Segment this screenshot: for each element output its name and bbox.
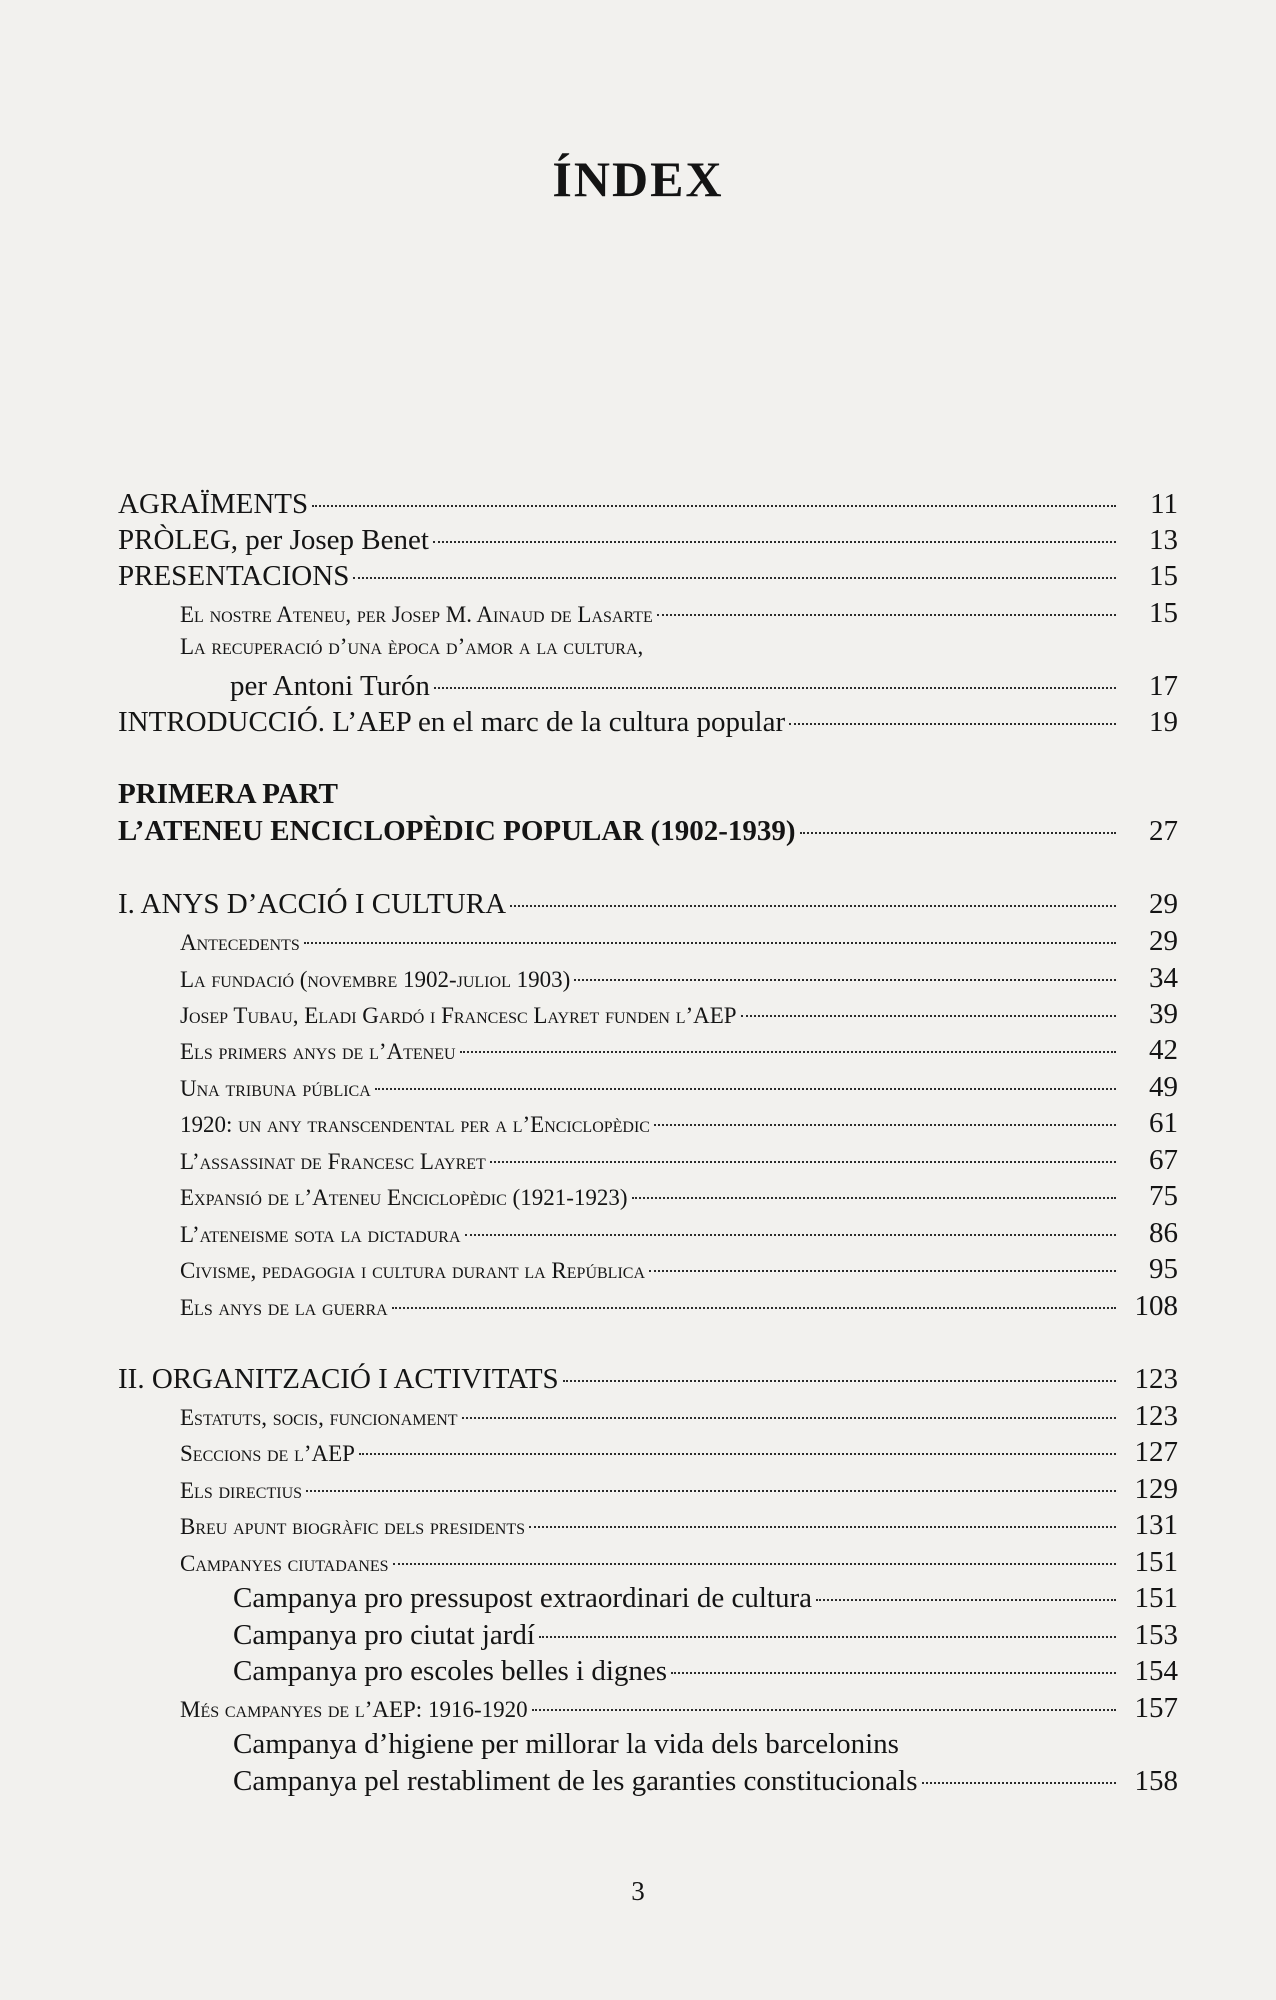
toc-entry-title: PRÒLEG, per Josep Benet [118, 524, 429, 556]
toc-entry [118, 888, 1178, 924]
toc-entry-title: Campanya d’higiene per millorar la vida dels barcelonins [233, 1728, 899, 1760]
toc-entry [118, 1400, 1178, 1436]
dot-leader [462, 1417, 1116, 1419]
toc-entry-page: 157 [1134, 1692, 1178, 1724]
dot-leader [465, 1234, 1117, 1236]
dot-leader [649, 1270, 1116, 1272]
toc-entry-title: AGRAÏMENTS [118, 488, 309, 520]
dot-leader [532, 1709, 1116, 1711]
toc-entry-page: 158 [1134, 1765, 1178, 1797]
toc-entry-page: 17 [1149, 670, 1178, 702]
toc-entry [118, 670, 1178, 706]
toc-entry-page: 154 [1134, 1655, 1178, 1687]
dot-leader [741, 1015, 1116, 1017]
toc-entry-title: Estatuts, socis, funcionament [180, 1405, 458, 1430]
toc-entry [118, 925, 1178, 961]
toc-entry [118, 1034, 1178, 1070]
toc-entry-page: 151 [1134, 1582, 1178, 1614]
toc-entry [118, 998, 1178, 1034]
toc-entry-title: Els primers anys de l’Ateneu [180, 1039, 456, 1064]
toc-entry [118, 1180, 1178, 1216]
toc-entry [118, 1509, 1178, 1545]
toc-entry-title: Expansió de l’Ateneu Enciclopèdic (1921-1923) [180, 1185, 628, 1210]
toc-entry-title: Campanyes ciutadanes [180, 1551, 389, 1576]
toc-entry-title: Campanya pro escoles belles i dignes [233, 1655, 668, 1687]
toc-entry-title: PRIMERA PART [118, 778, 338, 810]
toc-entry-title: Més campanyes de l’AEP: 1916-1920 [180, 1697, 528, 1722]
toc-entry-title: Campanya pel restabliment de les garanties constitucionals [233, 1765, 918, 1797]
toc-entry-page: 49 [1149, 1071, 1178, 1103]
toc-entry [118, 1144, 1178, 1180]
toc-entry-title: L’assassinat de Francesc Layret [180, 1149, 486, 1174]
dot-leader [359, 1453, 1116, 1455]
toc-entry-title: Campanya pro pressupost extraordinari de cultura [233, 1582, 813, 1614]
toc-entry [118, 1728, 1178, 1764]
toc-entry [118, 962, 1178, 998]
toc-entry-page: 129 [1134, 1473, 1178, 1505]
toc-entry-page: 11 [1150, 488, 1178, 520]
dot-leader [393, 1563, 1116, 1565]
dot-leader [312, 505, 1116, 507]
toc-entry-page: 123 [1134, 1363, 1178, 1395]
toc-entry-page: 15 [1149, 560, 1178, 592]
toc-entry-page: 127 [1134, 1436, 1178, 1468]
dot-leader [353, 577, 1116, 579]
toc-entry-title: I. ANYS D’ACCIÓ I CULTURA [118, 888, 507, 920]
dot-leader [510, 905, 1116, 907]
toc-entry [118, 1692, 1178, 1728]
toc-entry [118, 1290, 1178, 1326]
toc-entry [118, 1436, 1178, 1472]
toc-entry-title: Els anys de la guerra [180, 1295, 388, 1320]
toc-entry [118, 1107, 1178, 1143]
dot-leader [632, 1197, 1116, 1199]
toc-entry-title: La recuperació d’una època d’amor a la cultura, [180, 634, 644, 659]
dot-leader [460, 1051, 1116, 1053]
toc-entry-page: 29 [1149, 888, 1178, 920]
dot-leader [375, 1088, 1116, 1090]
toc-entry [118, 1363, 1178, 1399]
toc-entry-page: 123 [1134, 1400, 1178, 1432]
toc-entry [118, 488, 1178, 524]
dot-leader [816, 1599, 1116, 1601]
toc-entry-title: PRESENTACIONS [118, 560, 350, 592]
toc-entry-title: 1920: un any transcendental per a l’Enciclopèdic [180, 1112, 650, 1137]
toc-entry [118, 560, 1178, 596]
toc-entry [118, 597, 1178, 633]
toc-entry [118, 706, 1178, 742]
dot-leader [789, 723, 1116, 725]
toc-entry-page: 108 [1134, 1290, 1178, 1322]
dot-leader [392, 1307, 1116, 1309]
toc-entry-title: Seccions de l’AEP [180, 1441, 355, 1466]
toc-entry-page: 19 [1149, 706, 1178, 738]
index-title: ÍNDEX [552, 151, 724, 207]
toc-entry [118, 778, 1178, 814]
toc-entry-title: Breu apunt biogràfic dels presidents [180, 1514, 526, 1539]
toc-entry-title: per Antoni Turón [230, 670, 430, 702]
toc-entry [118, 815, 1178, 851]
toc-entry-page: 13 [1149, 524, 1178, 556]
toc-entry-page: 131 [1134, 1509, 1178, 1541]
toc-entry-title: L’ateneisme sota la dictadura [180, 1222, 461, 1247]
toc-entry [118, 1546, 1178, 1582]
toc-entry [118, 1765, 1178, 1801]
toc-entry-title: II. ORGANITZACIÓ I ACTIVITATS [118, 1363, 559, 1395]
toc-entry [118, 524, 1178, 560]
toc-entry-page: 75 [1149, 1180, 1178, 1212]
toc-entry-title: Campanya pro ciutat jardí [233, 1619, 535, 1651]
dot-leader [490, 1161, 1116, 1163]
toc-entry-page: 29 [1149, 925, 1178, 957]
toc-entry-title: INTRODUCCIÓ. L’AEP en el marc de la cultura popular [118, 706, 786, 738]
toc-entry [118, 634, 1178, 670]
toc-entry-title: La fundació (novembre 1902-juliol 1903) [180, 967, 571, 992]
dot-leader [539, 1636, 1116, 1638]
dot-leader [671, 1672, 1116, 1674]
toc-entry [118, 1655, 1178, 1691]
toc-entry-title: L’ATENEU ENCICLOPÈDIC POPULAR (1902-1939) [118, 815, 796, 847]
dot-leader [529, 1526, 1116, 1528]
toc-entry-title: Antecedents [180, 930, 300, 955]
toc-entry-page: 34 [1149, 962, 1178, 994]
toc-entry-page: 95 [1149, 1253, 1178, 1285]
toc-entry-page: 61 [1149, 1107, 1178, 1139]
toc-entry-page: 42 [1149, 1034, 1178, 1066]
dot-leader [433, 541, 1116, 543]
dot-leader [654, 1124, 1116, 1126]
dot-leader [306, 1490, 1116, 1492]
toc-entry [118, 1619, 1178, 1655]
toc-entry [118, 1473, 1178, 1509]
dot-leader [304, 942, 1116, 944]
toc-entry-page: 67 [1149, 1144, 1178, 1176]
toc-entry-page: 86 [1149, 1217, 1178, 1249]
toc-entry-page: 15 [1149, 597, 1178, 629]
dot-leader [657, 614, 1116, 616]
toc-entry [118, 1253, 1178, 1289]
toc-entry-title: Una tribuna pública [180, 1076, 371, 1101]
dot-leader [574, 979, 1116, 981]
dot-leader [922, 1782, 1116, 1784]
toc-entry-page: 151 [1134, 1546, 1178, 1578]
toc-entry-title: Josep Tubau, Eladi Gardó i Francesc Layret funden l’AEP [180, 1003, 737, 1028]
dot-leader [800, 832, 1116, 834]
toc-entry-title: El nostre Ateneu, per Josep M. Ainaud de Lasarte [180, 602, 653, 627]
dot-leader [434, 687, 1116, 689]
toc-entry-page: 153 [1134, 1619, 1178, 1651]
dot-leader [563, 1380, 1116, 1382]
toc-entry-title: Els directius [180, 1478, 303, 1503]
toc-entry [118, 1071, 1178, 1107]
toc-entry-title: Civisme, pedagogia i cultura durant la República [180, 1258, 646, 1283]
toc-entry-page: 39 [1149, 998, 1178, 1030]
toc-entry-page: 27 [1149, 815, 1178, 847]
toc-entry [118, 1582, 1178, 1618]
toc-entry [118, 1217, 1178, 1253]
page-number: 3 [631, 1876, 645, 1906]
